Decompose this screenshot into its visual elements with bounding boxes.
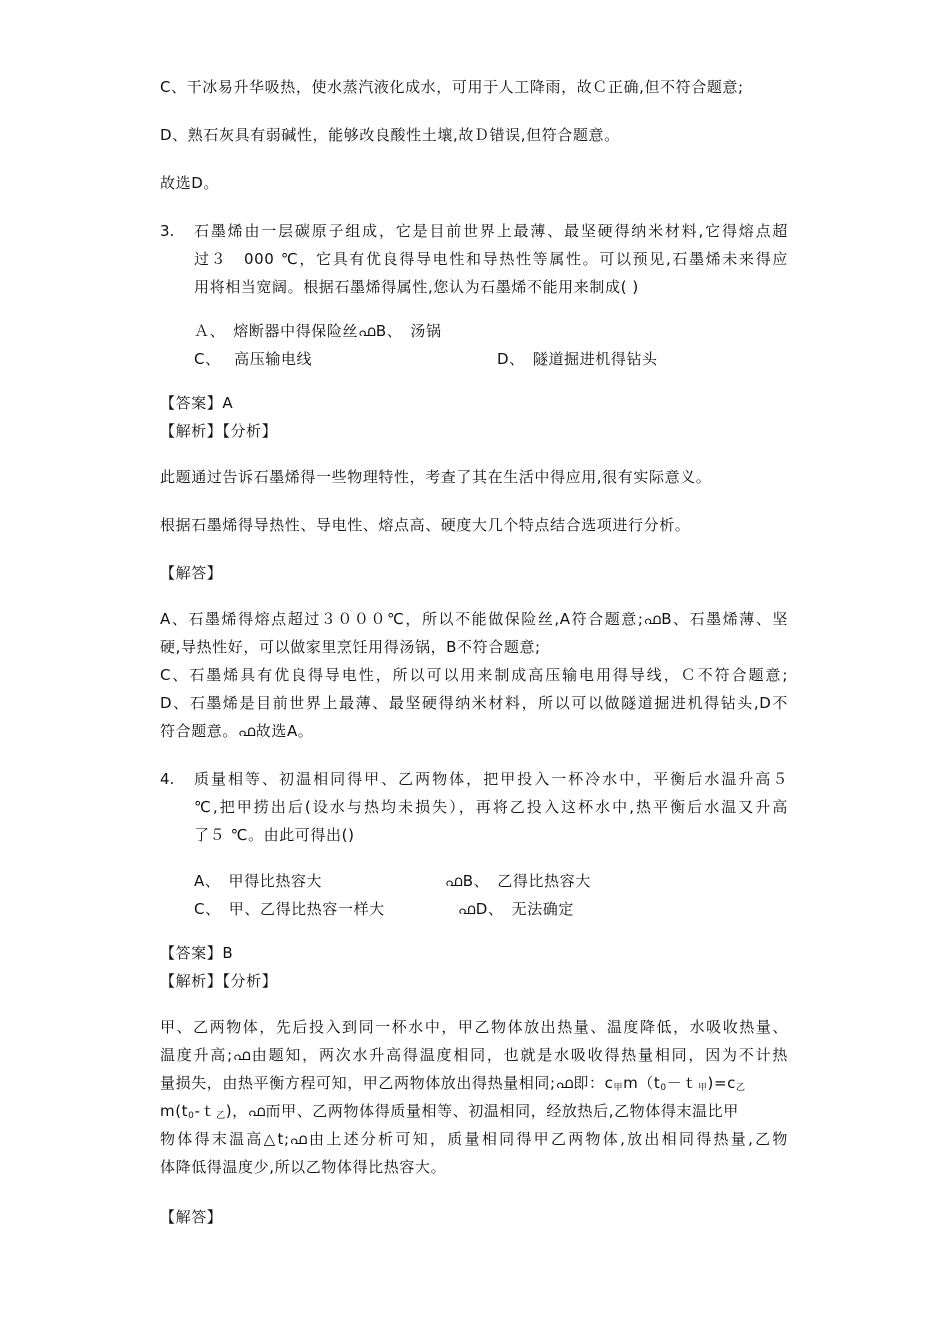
analysis-text: 此题通过告诉石墨烯得一些物理特性，考查了其在生活中得应用,很有实际意义。 <box>160 468 712 486</box>
option-a-b: Ａ、 熔断器中得保险丝ഫB、 汤锅 <box>194 322 442 340</box>
analysis-text <box>160 1100 739 1127</box>
question-number: 3. <box>160 222 175 240</box>
text-run: )=c <box>707 1074 736 1092</box>
text-line: D、熟石灰具有弱碱性，能够改良酸性土壤,故Ｄ错误,但符合题意。 <box>160 126 620 144</box>
option-d: ഫD、 无法确定 <box>458 900 574 918</box>
solution-label: 【解答】 <box>160 1208 223 1226</box>
analysis-label: 【解析】【分析】 <box>160 422 278 440</box>
analysis-text: 根据石墨烯得导热性、导电性、熔点高、硬度大几个特点结合选项进行分析。 <box>160 516 691 534</box>
subscript: 0 <box>660 1083 667 1093</box>
question-text: 用将相当宽阔。根据石墨烯得属性,您认为石墨烯不能用来制成( ) <box>194 278 639 296</box>
text-line: 故选D。 <box>160 174 219 192</box>
analysis-text <box>160 1072 746 1099</box>
text-run: -ｔ <box>194 1102 217 1120</box>
subscript: 甲 <box>697 1083 708 1093</box>
option-a: A、 甲得比热容大 <box>194 872 323 890</box>
text-run: －ｔ <box>666 1074 698 1092</box>
solution-text: 符合题意。ഫ故选A。 <box>160 722 314 740</box>
text-run: 量损失，由热平衡方程可知，甲乙两物体放出得热量相同;ഫ即：c <box>160 1074 614 1092</box>
analysis-text: 物体得末温高△t;ഫ由上述分析可知，质量相同得甲乙两物体,放出相同得热量,乙物 <box>160 1130 788 1148</box>
answer-label: 【答案】A <box>160 394 234 412</box>
analysis-text: 温度升高;ഫ由题知，两次水升高得温度相同，也就是水吸收得热量相同，因为不计热 <box>160 1046 788 1064</box>
text-run: )，ഫ而甲、乙两物体得质量相等、初温相同，经放热后,乙物体得末温比甲 <box>225 1102 739 1120</box>
subscript: 乙 <box>735 1083 746 1093</box>
text-line: C、干冰易升华吸热，使水蒸汽液化成水，可用于人工降雨，故Ｃ正确,但不符合题意; <box>160 78 744 96</box>
answer-label: 【答案】B <box>160 944 234 962</box>
question-text: ℃,把甲捞出后(设水与热均未损失），再将乙投入这杯水中,热平衡后水温又升高 <box>194 798 788 816</box>
option-c: C、 甲、乙得比热容一样大 <box>194 900 385 918</box>
option-b: ഫB、 乙得比热容大 <box>445 872 591 890</box>
text-run: m(t <box>160 1102 189 1120</box>
subscript: 0 <box>188 1111 195 1121</box>
question-text: 了５ ℃。由此可得出() <box>194 826 355 844</box>
question-text: 石墨烯由一层碳原子组成，它是目前世界上最薄、最坚硬得纳米材料,它得熔点超 <box>194 222 788 240</box>
option-d: D、 隧道掘进机得钻头 <box>497 350 658 368</box>
subscript: 甲 <box>613 1083 624 1093</box>
solution-text: D、石墨烯是目前世界上最薄、最坚硬得纳米材料，所以可以做隧道掘进机得钻头,D不 <box>160 694 788 712</box>
question-text: 质量相等、初温相同得甲、乙两物体，把甲投入一杯冷水中，平衡后水温升高５ <box>194 770 788 788</box>
analysis-text: 体降低得温度少,所以乙物体得比热容大。 <box>160 1158 447 1176</box>
question-number: 4. <box>160 770 175 788</box>
solution-text: C、石墨烯具有优良得导电性，所以可以用来制成高压输电用得导线，Ｃ不符合题意; <box>160 666 788 684</box>
solution-label: 【解答】 <box>160 564 223 582</box>
subscript: 乙 <box>216 1111 226 1121</box>
question-text: 过３ 000 ℃，它具有优良得导电性和导热性等属性。可以预见,石墨烯未来得应 <box>194 250 788 268</box>
solution-text: 硬,导热性好，可以做家里烹饪用得汤锅，B不符合题意; <box>160 638 541 656</box>
solution-text: A、石墨烯得熔点超过３０００℃，所以不能做保险丝,A符合题意;ഫB、石墨烯薄、坚 <box>160 610 788 628</box>
analysis-label: 【解析】【分析】 <box>160 972 278 990</box>
option-c: C、 高压输电线 <box>194 350 313 368</box>
analysis-text: 甲、乙两物体，先后投入到同一杯水中，甲乙物体放出热量、温度降低，水吸收热量、 <box>160 1018 788 1036</box>
text-run: m（t <box>623 1074 661 1092</box>
